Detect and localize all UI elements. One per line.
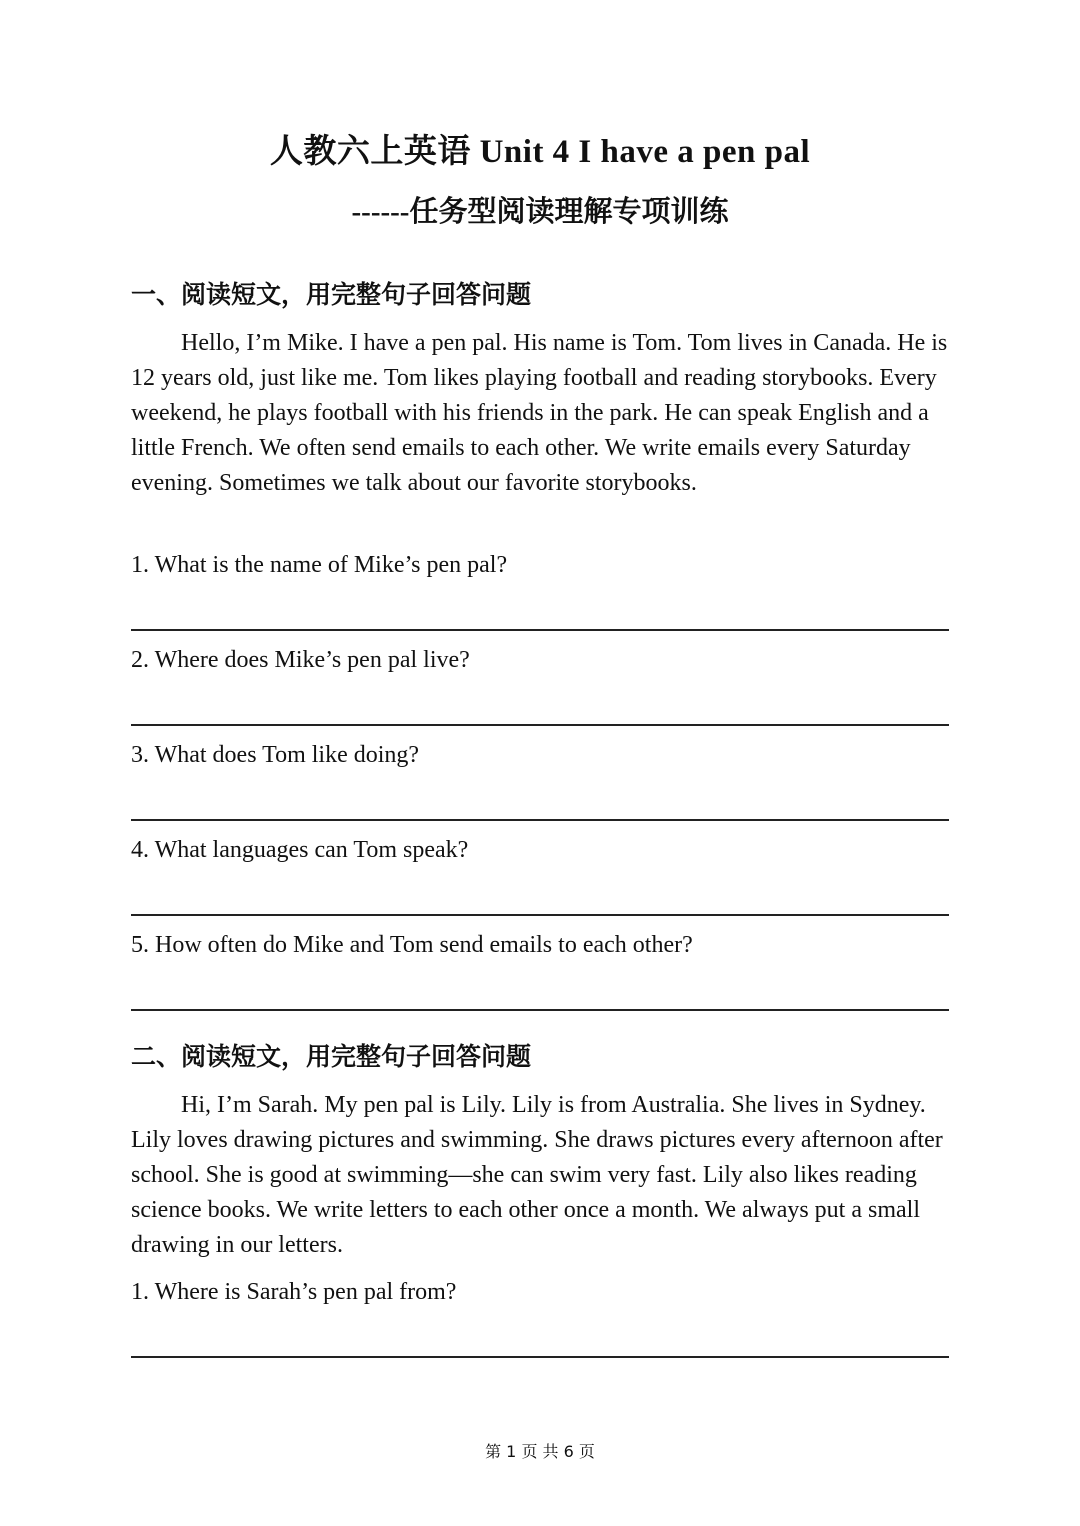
answer-line[interactable] [131, 819, 949, 821]
answer-line[interactable] [131, 1009, 949, 1011]
worksheet-title: 人教六上英语 Unit 4 I have a pen pal [269, 134, 811, 170]
section-1-question-1: 1. What is the name of Mike’s pen pal? [131, 552, 508, 578]
section-2-question-1: 1. Where is Sarah’s pen pal from? [131, 1279, 457, 1305]
section-2-heading: 二、阅读短文，用完整句子回答问题 [131, 1042, 532, 1071]
answer-line[interactable] [131, 724, 949, 726]
answer-line[interactable] [131, 1356, 949, 1358]
section-1-question-2: 2. Where does Mike’s pen pal live? [131, 647, 470, 673]
answer-line[interactable] [131, 629, 949, 631]
section-2-passage: Hi, I’m Sarah. My pen pal is Lily. Lily is from Australia. She lives in Sydney. Lily loves drawing pictures and swimming. She draws pictures every afternoon after school. She is good at swimming—she can swim very fast. Lily also likes reading science books. We write letters to each other once a month. We always put a small drawing in our letters. [131, 1092, 943, 1258]
answer-line[interactable] [131, 914, 949, 916]
page-number: 第 1 页 共 6 页 [485, 1442, 595, 1461]
worksheet-subtitle: ------任务型阅读理解专项训练 [351, 196, 729, 228]
section-1-question-5: 5. How often do Mike and Tom send emails to each other? [131, 932, 693, 958]
section-1-heading: 一、阅读短文，用完整句子回答问题 [131, 280, 532, 309]
section-1-question-3: 3. What does Tom like doing? [131, 742, 420, 768]
section-1-question-4: 4. What languages can Tom speak? [131, 837, 469, 863]
section-1-passage: Hello, I’m Mike. I have a pen pal. His name is Tom. Tom lives in Canada. He is 12 years old, just like me. Tom likes playing football and reading storybooks. Every weekend, he plays football with his friends in the park. He can speak English and a little French. We often send emails to each other. We write emails every Saturday evening. Sometimes we talk about our favorite storybooks. [131, 330, 948, 496]
